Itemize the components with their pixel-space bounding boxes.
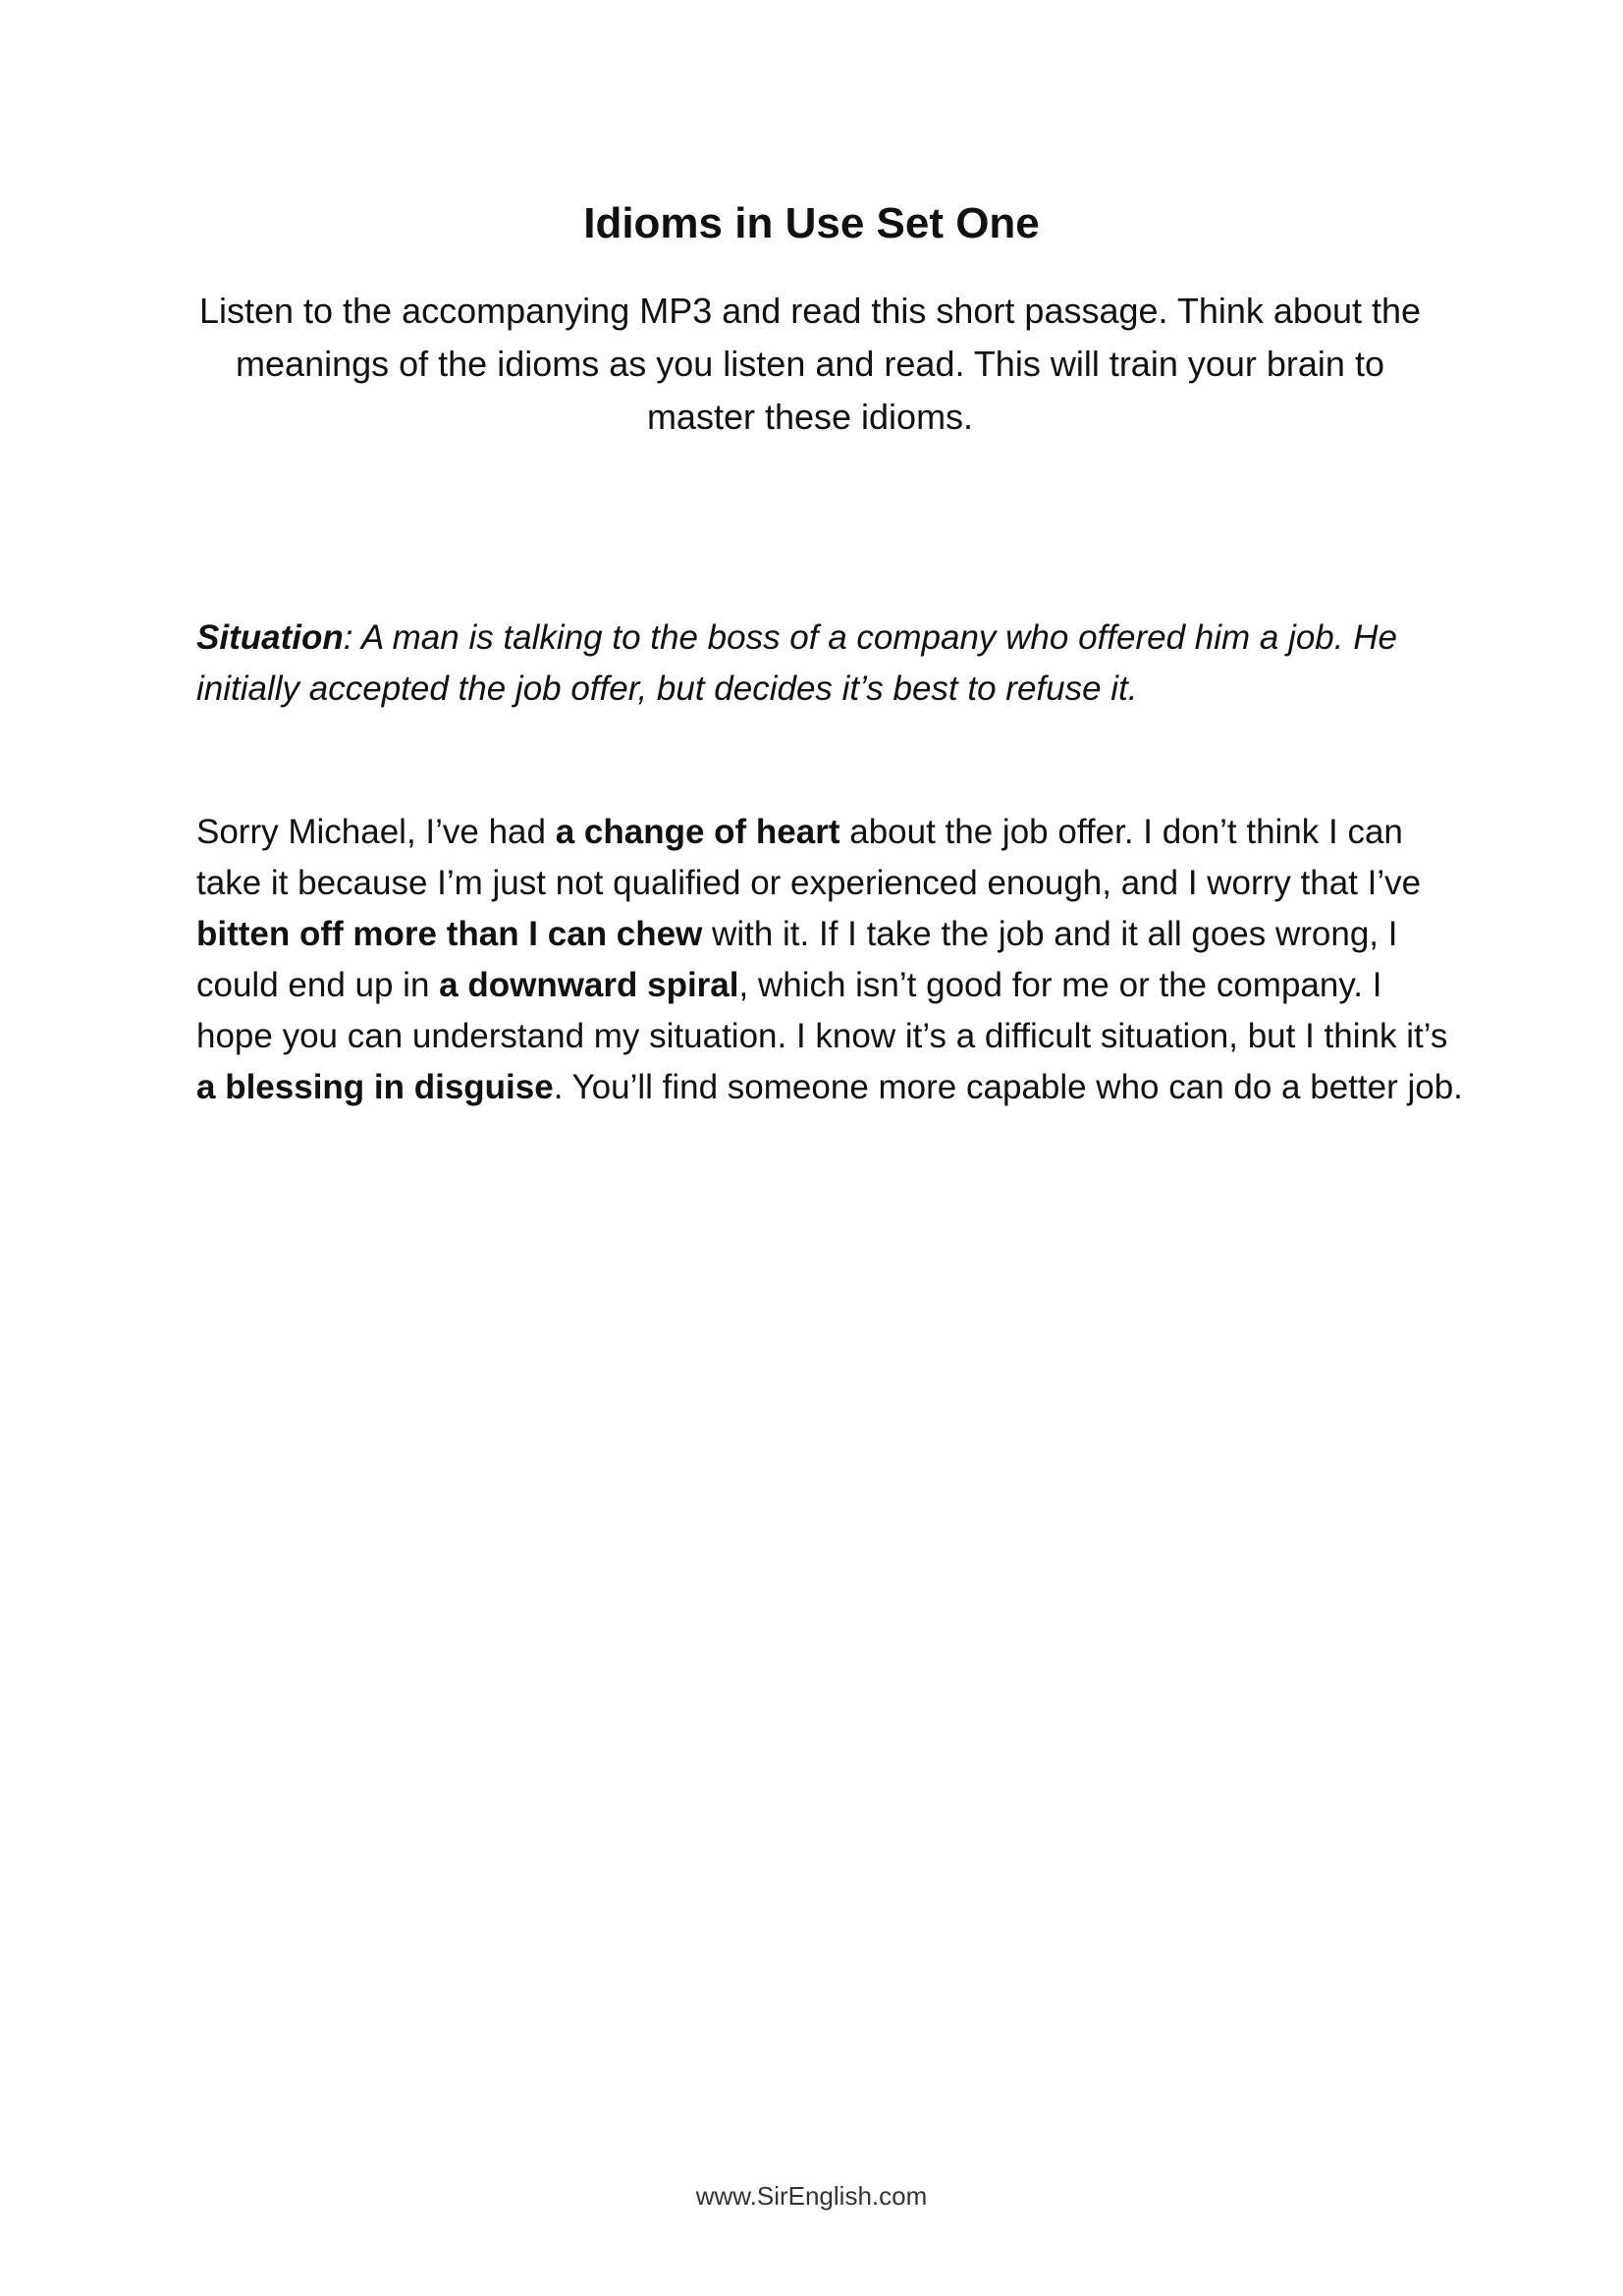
situation-text: : A man is talking to the boss of a company who offered him a job. He initially accepted the job offer, but decides it’s best to refuse it.: [196, 618, 1397, 708]
idiom-highlight: a downward spiral: [439, 966, 739, 1004]
passage-text: . You’ll find someone more capable who can do a better job.: [553, 1068, 1463, 1106]
page-title: Idioms in Use Set One: [583, 199, 1040, 247]
passage-paragraph: [196, 807, 1463, 1113]
idiom-highlight: a change of heart: [555, 813, 840, 851]
footer-url: www.SirEnglish.com: [695, 2181, 928, 2211]
passage-text: with it. If I take the job and it all goes wrong, I could end up in: [196, 915, 1398, 1004]
passage-text: about the job offer. I don’t think I can take it because I’m just not qualified or experienced enough, and I worry that I’ve: [196, 813, 1422, 902]
passage-text: Sorry Michael, I’ve had: [196, 813, 556, 851]
idiom-highlight: a blessing in disguise: [196, 1068, 554, 1106]
situation-paragraph: [196, 613, 1463, 715]
passage-text: , which isn’t good for me or the company. I hope you can understand my situation. I know it’s a difficult situation, but I think it’s: [196, 966, 1448, 1055]
intro-paragraph: Listen to the accompanying MP3 and read this short passage. Think about the meanings of the idioms as you listen and read. This will train your brain to master these idioms.: [198, 291, 1422, 437]
situation-label: Situation: [196, 618, 344, 657]
idiom-highlight: bitten off more than I can chew: [196, 915, 703, 953]
